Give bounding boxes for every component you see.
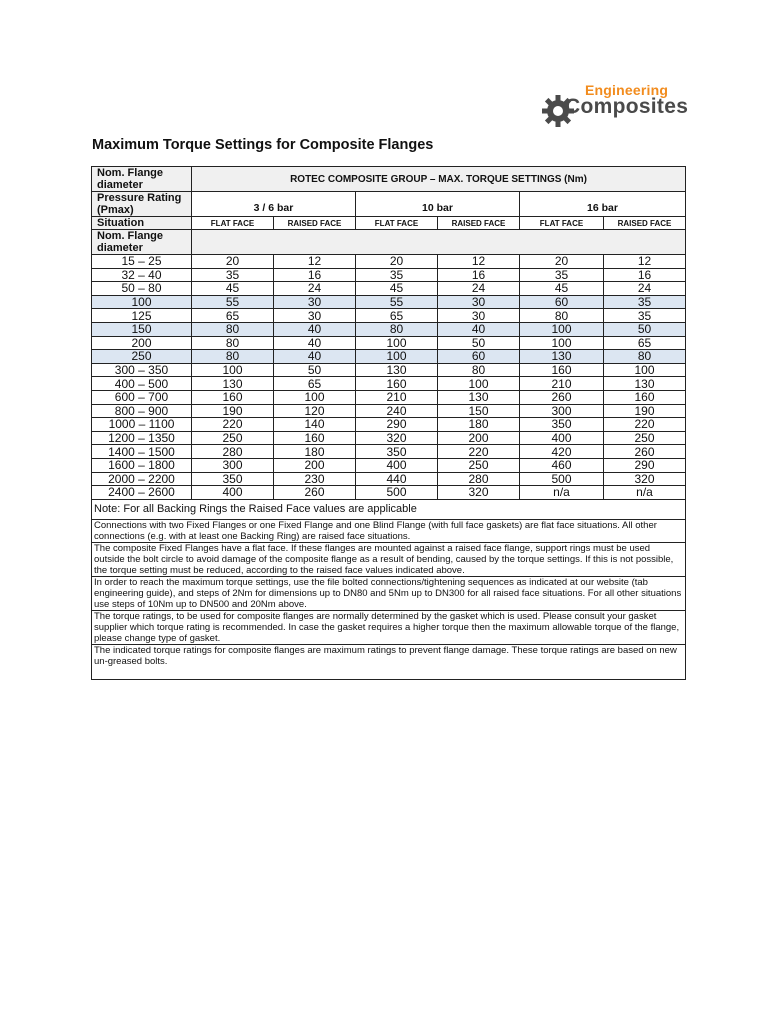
torque-value-cell: 65 [192,309,274,323]
torque-value-cell: 50 [438,336,520,350]
torque-value-cell: 12 [438,255,520,269]
flange-diameter-cell: 1200 – 1350 [92,431,192,445]
table-row [92,255,686,269]
torque-value-cell: 160 [520,363,604,377]
torque-value-cell: 210 [356,390,438,404]
flange-diameter-cell: 800 – 900 [92,404,192,418]
torque-value-cell: 320 [604,472,686,486]
torque-value-cell: 400 [520,431,604,445]
flange-diameter-cell: 200 [92,336,192,350]
torque-value-cell: 350 [356,445,438,459]
torque-value-cell: 45 [192,282,274,296]
torque-value-cell: 320 [356,431,438,445]
table-row [92,282,686,296]
flange-diameter-cell: 15 – 25 [92,255,192,269]
torque-value-cell: 24 [604,282,686,296]
torque-value-cell: 260 [604,445,686,459]
torque-value-cell: 16 [274,268,356,282]
torque-value-cell: 130 [356,363,438,377]
table-row [92,363,686,377]
table-row [92,350,686,364]
torque-value-cell: 20 [520,255,604,269]
situation-raised-face: RAISED FACE [604,217,686,230]
torque-value-cell: 45 [356,282,438,296]
torque-value-cell: 100 [604,363,686,377]
torque-value-cell: 100 [356,336,438,350]
data-rows [92,255,686,500]
torque-value-cell: 80 [192,336,274,350]
torque-value-cell: 210 [520,377,604,391]
situation-flat-face: FLAT FACE [520,217,604,230]
table-row [92,377,686,391]
torque-value-cell: 30 [274,309,356,323]
torque-value-cell: 220 [192,418,274,432]
torque-value-cell: 220 [604,418,686,432]
torque-value-cell: 130 [520,350,604,364]
torque-value-cell: 230 [274,472,356,486]
table-row [92,418,686,432]
table-row [92,458,686,472]
torque-value-cell: 180 [274,445,356,459]
torque-value-cell: 160 [604,390,686,404]
torque-value-cell: 65 [356,309,438,323]
torque-value-cell: 300 [192,458,274,472]
torque-value-cell: 290 [356,418,438,432]
torque-value-cell: 12 [274,255,356,269]
torque-value-cell: 250 [438,458,520,472]
flange-diameter-cell: 600 – 700 [92,390,192,404]
torque-value-cell: 100 [520,322,604,336]
torque-value-cell: 220 [438,445,520,459]
flange-diameter-cell: 50 – 80 [92,282,192,296]
torque-value-cell: 500 [356,486,438,500]
torque-value-cell: 60 [438,350,520,364]
flange-diameter-cell: 2400 – 2600 [92,486,192,500]
torque-value-cell: 140 [274,418,356,432]
torque-value-cell: 280 [192,445,274,459]
torque-value-cell: 320 [438,486,520,500]
flange-diameter-cell: 1000 – 1100 [92,418,192,432]
pressure-10-bar: 10 bar [356,192,520,217]
pressure-rating-header: Pressure Rating (Pmax) [92,192,192,217]
torque-value-cell: 80 [438,363,520,377]
torque-value-cell: 40 [274,350,356,364]
torque-value-cell: 40 [438,322,520,336]
table-row [92,336,686,350]
torque-value-cell: 20 [192,255,274,269]
torque-value-cell: 250 [192,431,274,445]
logo-word-composites: Composites [565,95,689,118]
pressure-16-bar: 16 bar [520,192,686,217]
torque-value-cell: 80 [356,322,438,336]
torque-value-cell: 290 [604,458,686,472]
torque-value-cell: 40 [274,336,356,350]
torque-value-cell: 35 [604,309,686,323]
torque-value-cell: 260 [274,486,356,500]
info-paragraph-1: Connections with two Fixed Flanges or one Fixed Flange and one Blind Flange (with full face gaskets) are flat face situations. All other connections (e.g. with at least one Backing Ring) are raised face situations. [92,519,686,542]
torque-value-cell: 200 [438,431,520,445]
table-row [92,404,686,418]
nom-flange-header: Nom. Flange diameter [92,167,192,192]
table-row [92,431,686,445]
torque-value-cell: n/a [520,486,604,500]
situation-raised-face: RAISED FACE [274,217,356,230]
torque-value-cell: 100 [274,390,356,404]
torque-value-cell: 80 [192,322,274,336]
nom-flange-header-2: Nom. Flange diameter [92,230,192,255]
table-row [92,268,686,282]
torque-table [91,166,686,680]
torque-value-cell: 160 [192,390,274,404]
torque-value-cell: 190 [604,404,686,418]
torque-value-cell: 130 [192,377,274,391]
torque-value-cell: 350 [520,418,604,432]
torque-value-cell: 120 [274,404,356,418]
torque-value-cell: 400 [192,486,274,500]
torque-value-cell: 65 [274,377,356,391]
torque-value-cell: 200 [274,458,356,472]
torque-value-cell: 12 [604,255,686,269]
torque-value-cell: 35 [604,295,686,309]
torque-value-cell: 55 [356,295,438,309]
info-paragraph-2: The composite Fixed Flanges have a flat face. If these flanges are mounted against a raised face flange, support rings must be used outside the bolt circle to avoid damage of the composite flange as a result of bending, caused by the torque settings. If this is not possible, the torque setting must be reduced, according to the raised face values indicated above. [92,542,686,576]
engineering-composites-logo [537,78,689,130]
torque-value-cell: 30 [274,295,356,309]
torque-value-cell: 20 [356,255,438,269]
torque-value-cell: 55 [192,295,274,309]
torque-value-cell: 400 [356,458,438,472]
table-row [92,390,686,404]
table-row [92,445,686,459]
info-paragraph-3: In order to reach the maximum torque settings, use the file bolted connections/tightening sequences as indicated at our website (tab engineering guide), and steps of 2Nm for dimensions up to DN80 and 5Nm up to DN300 for all raised face situations. For all other situations use steps of 10Nm up to DN500 and 20Nm above. [92,576,686,610]
torque-value-cell: 80 [192,350,274,364]
torque-value-cell: 350 [192,472,274,486]
torque-value-cell: 80 [520,309,604,323]
torque-value-cell: 280 [438,472,520,486]
flange-diameter-cell: 1600 – 1800 [92,458,192,472]
torque-value-cell: 500 [520,472,604,486]
torque-value-cell: 250 [604,431,686,445]
table-row [92,295,686,309]
table-row [92,322,686,336]
torque-value-cell: 16 [438,268,520,282]
torque-value-cell: 150 [438,404,520,418]
torque-value-cell: 460 [520,458,604,472]
torque-value-cell: 100 [438,377,520,391]
torque-value-cell: 240 [356,404,438,418]
torque-value-cell: 35 [520,268,604,282]
torque-value-cell: 30 [438,309,520,323]
table-row [92,486,686,500]
flange-diameter-cell: 100 [92,295,192,309]
situation-raised-face: RAISED FACE [438,217,520,230]
torque-value-cell: 65 [604,336,686,350]
table-row [92,309,686,323]
flange-diameter-cell: 250 [92,350,192,364]
info-paragraph-4: The torque ratings, to be used for composite flanges are normally determined by the gasket which is used. Please consult your gasket supplier which torque rating is recommended. In case the gasket requires a higher torque then the maximum allowable torque of the flange, please change type of gasket. [92,610,686,644]
flange-diameter-cell: 1400 – 1500 [92,445,192,459]
flange-diameter-cell: 125 [92,309,192,323]
situation-flat-face: FLAT FACE [192,217,274,230]
torque-value-cell: 35 [356,268,438,282]
torque-value-cell: 80 [604,350,686,364]
backing-ring-note: Note: For all Backing Rings the Raised Face values are applicable [92,499,686,519]
table-row [92,472,686,486]
group-header: ROTEC COMPOSITE GROUP – MAX. TORQUE SETTINGS (Nm) [192,167,686,192]
torque-value-cell: 160 [356,377,438,391]
torque-value-cell: 160 [274,431,356,445]
torque-value-cell: 180 [438,418,520,432]
torque-value-cell: 100 [192,363,274,377]
flange-diameter-cell: 2000 – 2200 [92,472,192,486]
torque-value-cell: 50 [604,322,686,336]
torque-value-cell: 440 [356,472,438,486]
torque-value-cell: 300 [520,404,604,418]
torque-value-cell: 35 [192,268,274,282]
logo-word-engineering: Engineering [585,82,669,98]
torque-value-cell: 420 [520,445,604,459]
torque-value-cell: n/a [604,486,686,500]
torque-value-cell: 190 [192,404,274,418]
torque-value-cell: 40 [274,322,356,336]
torque-value-cell: 100 [520,336,604,350]
page-title: Maximum Torque Settings for Composite Flanges [92,137,434,153]
torque-value-cell: 16 [604,268,686,282]
torque-value-cell: 60 [520,295,604,309]
torque-value-cell: 260 [520,390,604,404]
torque-value-cell: 30 [438,295,520,309]
torque-value-cell: 100 [356,350,438,364]
torque-value-cell: 50 [274,363,356,377]
flange-diameter-cell: 150 [92,322,192,336]
info-paragraph-5: The indicated torque ratings for composite flanges are maximum ratings to prevent flange damage. These torque ratings are based on new un-greased bolts. [92,644,686,679]
torque-value-cell: 130 [604,377,686,391]
flange-diameter-cell: 300 – 350 [92,363,192,377]
header-spacer [192,230,686,255]
torque-value-cell: 24 [274,282,356,296]
pressure-3-6-bar: 3 / 6 bar [192,192,356,217]
torque-value-cell: 130 [438,390,520,404]
torque-value-cell: 45 [520,282,604,296]
flange-diameter-cell: 400 – 500 [92,377,192,391]
situation-header: Situation [92,217,192,230]
flange-diameter-cell: 32 – 40 [92,268,192,282]
situation-flat-face: FLAT FACE [356,217,438,230]
torque-value-cell: 24 [438,282,520,296]
